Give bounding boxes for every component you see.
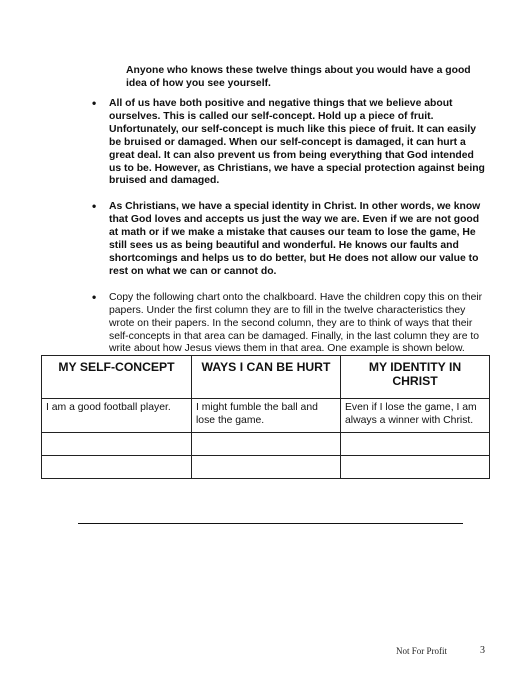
header-ways-hurt: WAYS I CAN BE HURT [192,356,341,399]
table-row-blank [42,433,490,456]
table-cell [192,456,341,479]
bullet-item-instructions [92,289,488,357]
bullet-icon: • [92,96,97,110]
bullet-item-self-concept [92,98,488,188]
page-footer [396,645,485,656]
table-cell: I am a good football player. [42,399,192,433]
intro-paragraph: Anyone who knows these twelve things about you would have a good idea of how you see yourself. [126,65,471,89]
table-header-row [42,356,490,399]
table-cell: Even if I lose the game, I am always a winner with Christ. [341,399,490,433]
table-cell [341,456,490,479]
page-number: 3 [480,645,485,656]
header-self-concept: MY SELF-CONCEPT [42,356,192,399]
table-cell [42,456,192,479]
bullet-icon: • [92,199,97,214]
table-cell [341,433,490,456]
header-identity: MY IDENTITY IN CHRIST [341,356,490,399]
footer-label: Not For Profit [396,646,448,656]
table-row-blank [42,456,490,479]
bullet-text: All of us have both positive and negative things that we believe about ourselves. This is called our self-concept. Hold up a piece of fruit. Unfortunately, our self-concept is much like this piece of fruit. It can easily be bruised or damaged. When our self-concept is damaged, it can hurt a great deal. It can also prevent us from being everything that God intended us to be. However, as Christians, we have a special protection against being bruised and damaged. [109,98,485,187]
table-cell [192,433,341,456]
bullet-text: Copy the following chart onto the chalkboard. Have the children copy this on their papers. Under the first column they are to fill in the twelve characteristics they wrote on their papers. In the second column, they are to think of ways that their self-concepts in that area can be damaged. Finally, in the last column they are to write about how Jesus views them in that area. One example is shown below. [109,291,483,355]
horizontal-rule [78,523,463,524]
self-concept-chart [41,355,490,479]
table-cell [42,433,192,456]
bullet-list [92,98,488,369]
bullet-text: As Christians, we have a special identity in Christ. In other words, we know that God loves and accepts us just the way we are. Even if we are not good at math or if we make a mistake that causes our team to lose the game, He still sees us as being beautiful and wonderful. He knows our faults and shortcomings and helps us to do better, but He does not allow our value to rest on what we can or cannot do. [109,201,481,277]
table-row-example [42,399,490,433]
bullet-icon: • [92,289,97,304]
table-cell: I might fumble the ball and lose the game. [192,399,341,433]
bullet-item-identity [92,201,488,278]
